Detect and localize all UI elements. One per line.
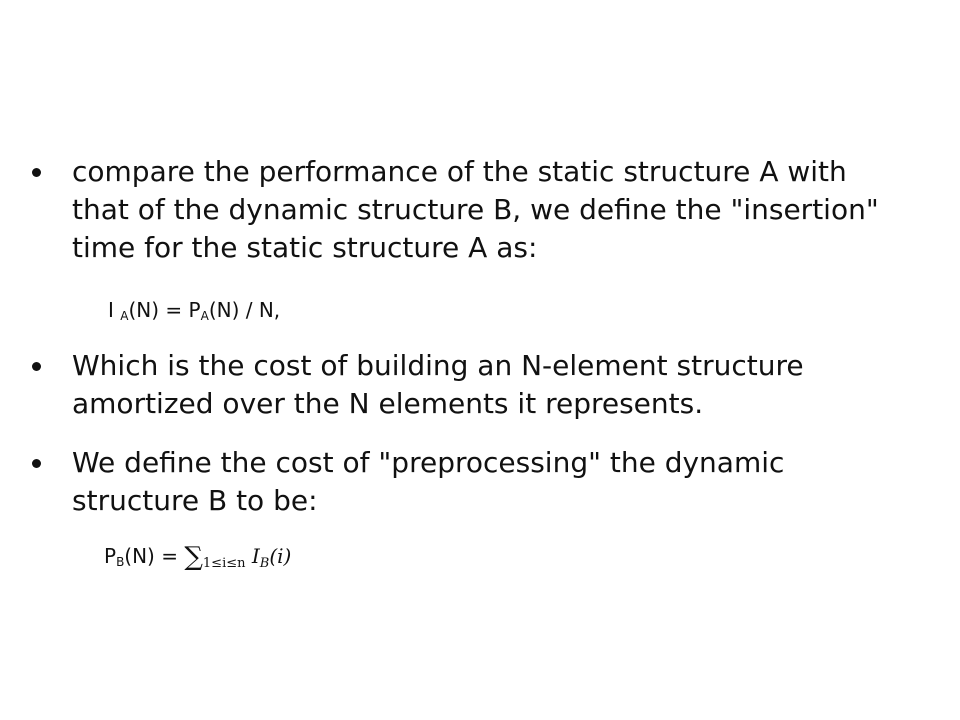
formula-symbol: I: [108, 298, 114, 322]
bullet-text: compare the performance of the static structure A with that of the dynamic structure B, we define the "insertion" time for the static structure A as:: [72, 155, 879, 264]
formula-text: (N) =: [124, 544, 178, 568]
bullet-text: Which is the cost of building an N-element structure amortized over the N elements it represents.: [72, 349, 804, 420]
bullet-text: We define the cost of "preprocessing" the dynamic structure B to be:: [72, 446, 785, 517]
formula-symbol: P: [104, 544, 117, 568]
preprocessing-formula: [104, 542, 291, 578]
insertion-formula: [108, 296, 280, 324]
formula-text: (N) / N,: [208, 298, 281, 322]
bullet-dot-icon: [32, 362, 41, 371]
bullet-dot-icon: [32, 459, 41, 468]
formula-subscript: A: [200, 309, 209, 323]
summation-icon: ∑: [184, 542, 203, 572]
formula-subscript: A: [120, 309, 129, 323]
formula-term-arg: (i): [269, 544, 292, 568]
formula-term-subscript: B: [259, 556, 270, 571]
bullet-dot-icon: [32, 168, 41, 177]
summation-range: 1≤i≤n: [202, 556, 246, 571]
formula-text: (N) = P: [128, 298, 201, 322]
formula-subscript: B: [116, 555, 125, 569]
formula-term-symbol: I: [251, 544, 260, 568]
